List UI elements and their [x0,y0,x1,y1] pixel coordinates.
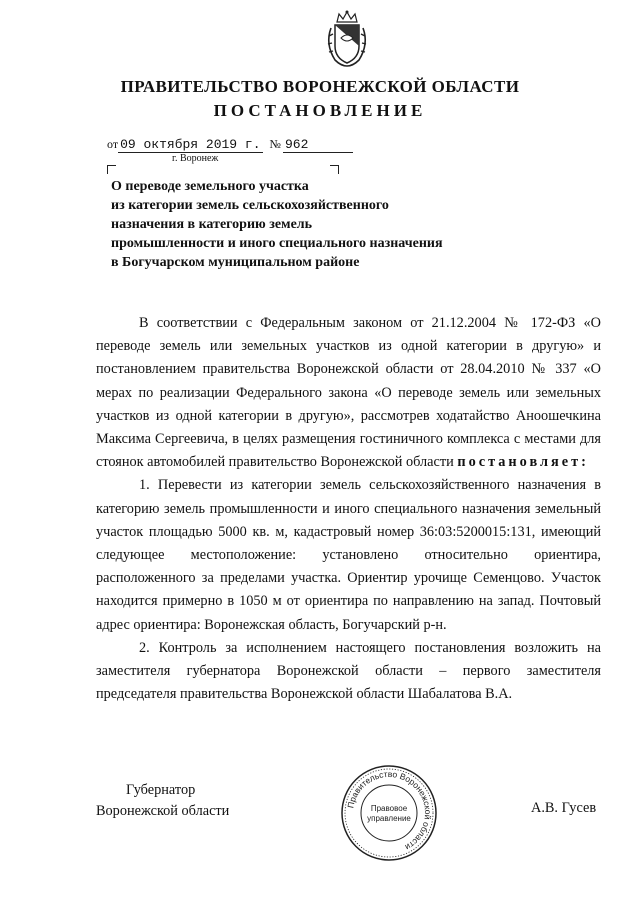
preamble-text: В соответствии с Федеральным законом от 21.12.2004 № 172-ФЗ «О переводе земель или земельных участков из одной категории в другую» и постановлением правительства Воронежской области от 28.04.2010 № 337 «О мерах по реализации Федерального закона «О переводе земель или земельных участков из одной категории в другую», рассмотрев ходатайство Аноошечкина Максима Сергеевича, в целях размещения гостиничного комплекса с местами для стоянок автомобилей правительство Воронежской области [96,315,601,471]
signer-name: А.В. Гусев [531,800,597,816]
subject-line: назначения в категорию земель [111,217,313,232]
stamp-center-line: Правовое [370,804,408,813]
subject-line: промышленности и иного специального назначения [111,236,443,251]
government-title: ПРАВИТЕЛЬСТВО ВОРОНЕЖСКОЙ ОБЛАСТИ [120,77,520,96]
signer-role [96,780,229,822]
signer-role-line: Губернатор [126,782,196,798]
subject-bracket-left [107,165,116,174]
signer-role-line: Воронежской области [96,803,230,819]
document-subject [111,177,541,272]
document-body [96,312,601,706]
item-2-paragraph: 2. Контроль за исполнением настоящего постановления возложить на заместителя губернатора Воронежской области – первого заместителя председателя правительства Воронежской области Шабалатова В.А. [96,639,601,703]
document-number: 962 [283,138,353,153]
legal-department-stamp [339,763,439,863]
date-prefix: от [107,137,119,151]
document-type-title: ПОСТАНОВЛЕНИЕ [213,101,427,120]
subject-line: в Богучарском муниципальном районе [111,255,360,270]
resolves-keyword: постановляет: [457,454,589,471]
document-city: г. Воронеж [172,153,219,164]
preamble-paragraph [96,312,601,474]
subject-bracket-right [330,165,339,174]
date-number-line [107,137,353,153]
document-date: 09 октября 2019 г. [120,137,261,152]
stamp-ring-text: Правительство Воронежской области [345,768,434,853]
coat-of-arms-emblem-icon [321,8,373,70]
stamp-center-line: управление [367,814,411,823]
subject-line: из категории земель сельскохозяйственного [111,198,389,213]
item-1-paragraph: 1. Перевести из категории земель сельскохозяйственного назначения в категорию земель промышленности и иного специального назначения земельный участок площадью 5000 кв. м, кадастровый номер 36:03:5200015:131, имеющий следующее местоположение: установлено относительно ориентира, расположенного за пределами участка. Ориентир урочище Семенцово. Участок находится примерно в 1050 м от ориентира по направлению на запад. Почтовый адрес ориентира: Воронежская область, Богучарский р-н. [96,477,601,633]
number-prefix: № [269,137,281,151]
subject-line: О переводе земельного участка [111,179,309,194]
